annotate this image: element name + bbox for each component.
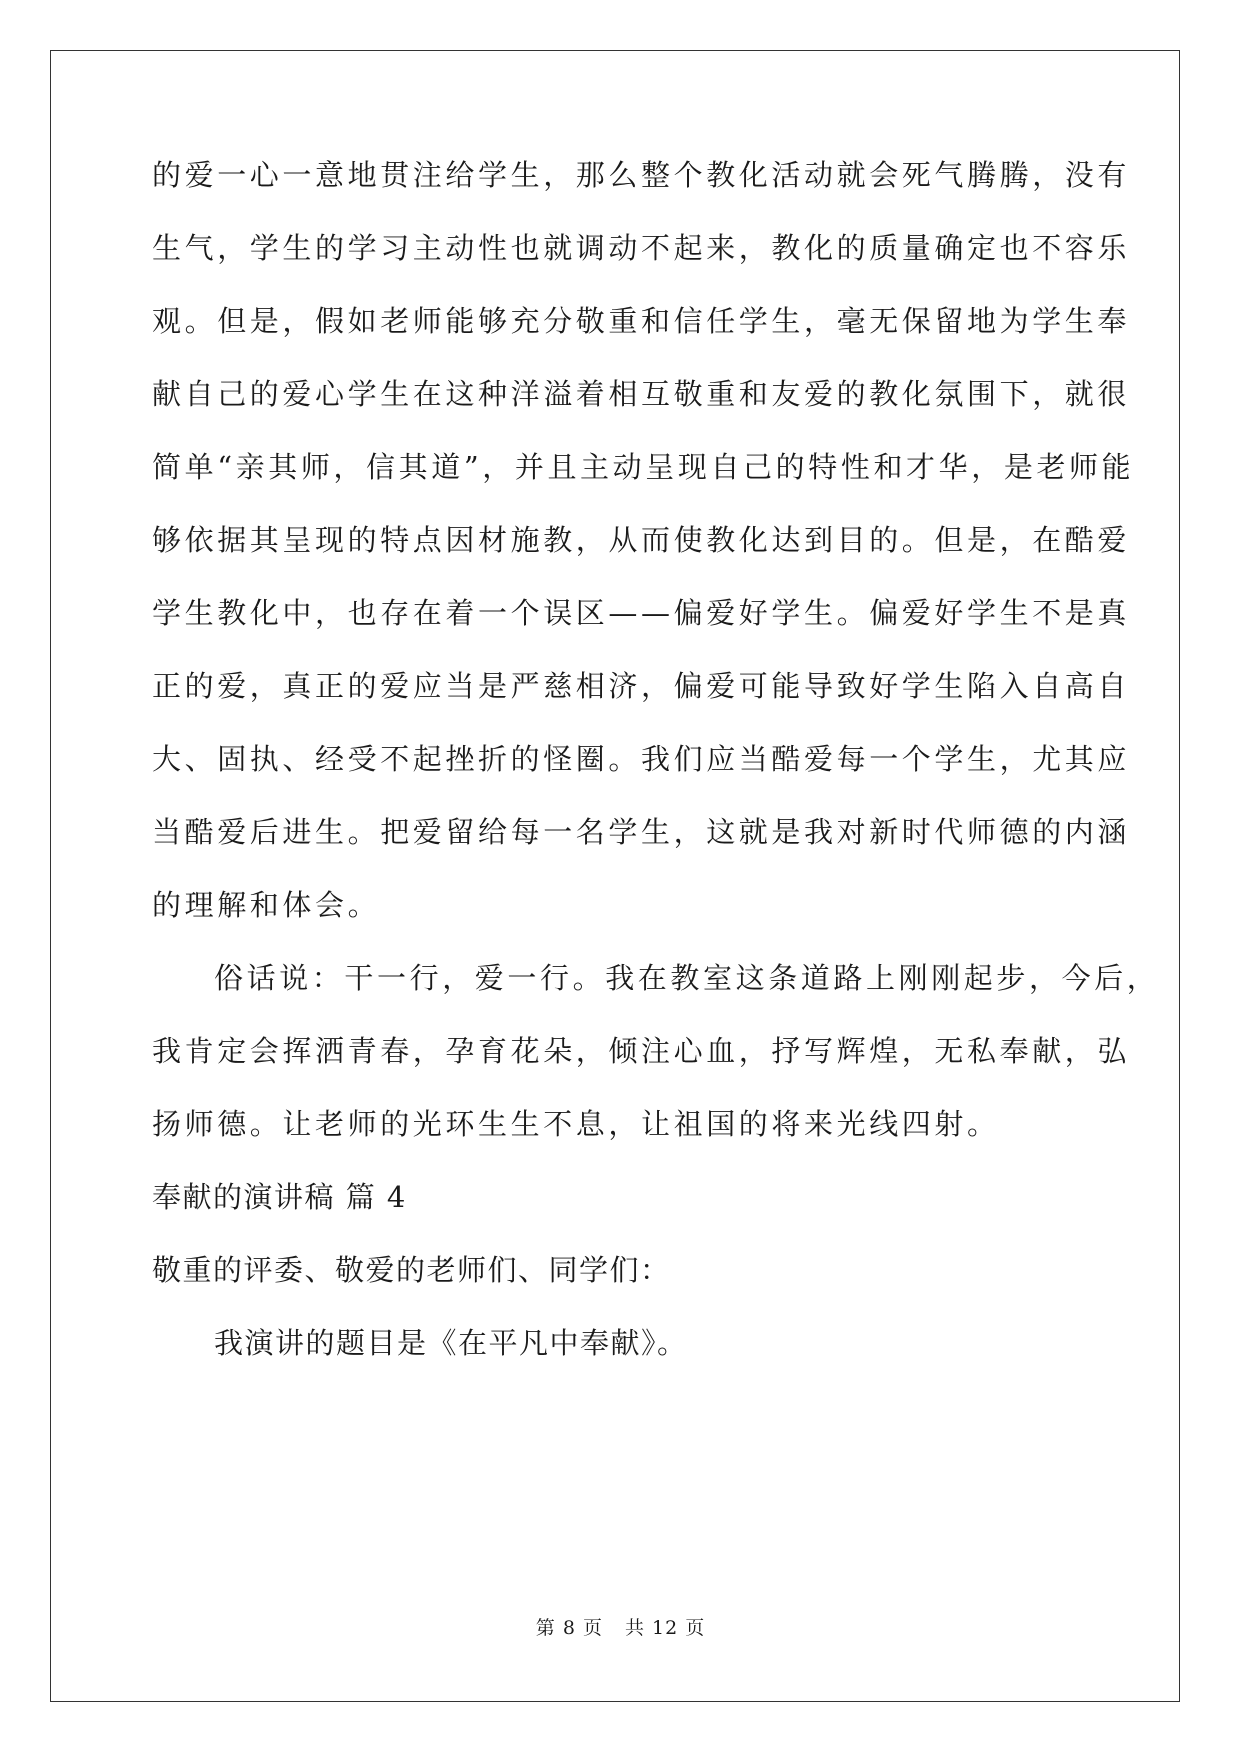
body-line: 的爱一心一意地贯注给学生，那么整个教化活动就会死气腾腾，没有	[152, 158, 1131, 192]
page-total: 共 12 页	[624, 1617, 706, 1639]
body-line: 大、固执、经受不起挫折的怪圈。我们应当酷爱每一个学生，尤其应	[152, 742, 1131, 776]
body-line: 献自己的爱心学生在这种洋溢着相互敬重和友爱的教化氛围下，就很	[152, 377, 1131, 411]
page-border	[50, 50, 1180, 1702]
body-line: 简单“亲其师，信其道”，并且主动呈现自己的特性和才华，是老师能	[152, 450, 1135, 484]
speech-intro: 我演讲的题目是《在平凡中奉献》。	[214, 1326, 688, 1360]
body-line: 当酷爱后进生。把爱留给每一名学生，这就是我对新时代师德的内涵	[152, 815, 1131, 849]
salutation: 敬重的评委、敬爱的老师们、同学们：	[152, 1253, 671, 1287]
page-number: 第 8 页	[535, 1617, 603, 1639]
body-line: 的理解和体会。	[152, 888, 381, 922]
section-heading: 奉献的演讲稿 篇 4	[152, 1180, 407, 1214]
body-line: 学生教化中，也存在着一个误区——偏爱好学生。偏爱好学生不是真	[152, 596, 1131, 630]
body-line: 我肯定会挥洒青春，孕育花朵，倾注心血，抒写辉煌，无私奉献，弘	[152, 1034, 1131, 1068]
page-footer	[0, 1613, 1241, 1640]
body-line: 够依据其呈现的特点因材施教，从而使教化达到目的。但是，在酷爱	[152, 523, 1131, 557]
body-line: 观。但是，假如老师能够充分敬重和信任学生，毫无保留地为学生奉	[152, 304, 1131, 338]
body-line: 正的爱，真正的爱应当是严慈相济，偏爱可能导致好学生陷入自高自	[152, 669, 1131, 703]
body-line: 生气，学生的学习主动性也就调动不起来，教化的质量确定也不容乐	[152, 231, 1131, 265]
body-line: 扬师德。让老师的光环生生不息，让祖国的将来光线四射。	[152, 1107, 1000, 1141]
body-line: 俗话说：干一行，爱一行。我在教室这条道路上刚刚起步，今后，	[214, 961, 1160, 995]
